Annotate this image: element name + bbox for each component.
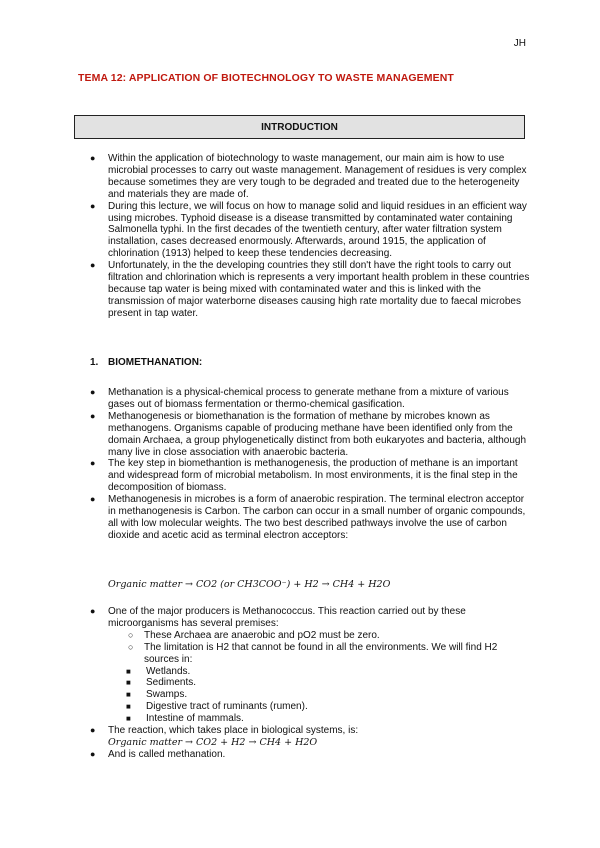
list-item: ■ Swamps.: [126, 689, 188, 701]
introduction-list: [90, 153, 530, 320]
list-item: ● During this lecture, we will focus on how to manage solid and liquid residues in an efficient way using microbes. Typhoid disease is a disease transmitted by contaminated water containing Salmonella typhi. In the first decades of the twentieth century, after water filtration system installation, cases decreased enormously. Afterwards, around 1915, the application of chlorination (1913) helped to keep these tendencies decreasing.: [90, 200, 527, 260]
list-item: ● The key step in biomethantion is methanogenesis, the production of methane is an important and widespread form of microbial metabolism. In most environments, it is the final step in the decomposition of biomass.: [90, 458, 518, 494]
list-item: ■ Intestine of mammals.: [126, 713, 244, 725]
circle-bullet-icon: ○: [128, 641, 134, 652]
bullet-icon: ●: [90, 748, 96, 759]
bullet-icon: ●: [90, 153, 96, 163]
circle-bullet-icon: ○: [128, 629, 134, 640]
methanogenesis-formula: Organic matter → CO2 (or CH3COO⁻) + H2 → CH4 + H2O: [108, 579, 391, 590]
section-title: BIOMETHANATION:: [108, 357, 203, 368]
biomethanation-list: [90, 387, 530, 542]
list-item: ■ Wetlands.: [126, 665, 191, 677]
methanation-formula: Organic matter → CO2 + H2 → CH4 + H2O: [108, 736, 318, 748]
introduction-heading: INTRODUCTION: [261, 121, 338, 133]
header-initials: JH: [513, 38, 526, 49]
list-item: ● The reaction, which takes place in biological systems, is: Organic matter → CO2 + H2 → CH4 + H2O: [90, 725, 530, 749]
list-item: ○ The limitation is H2 that cannot be found in all the environments. We will find H2 sources in: ■ Wetlands. ■ Sediments. ■ Swamps. ■ Digestive tract of ruminants (rumen). ■ Intestine of mammals.: [126, 642, 530, 725]
bullet-icon: ●: [90, 200, 96, 211]
list-item: ○ These Archaea are anaerobic and pO2 must be zero.: [128, 629, 380, 641]
list-item: ● One of the major producers is Methanococcus. This reaction carried out by these microorganisms has several premises: ○ These Archaea are anaerobic and pO2 must be zero. ○ The limitation is H2 that cannot be found in all the environments. We will find H2 sources in: ■ Wetlands. ■ Sediments. ■ Swamps. ■ Digestive tract of ruminants (rumen). ■ Intestine of mammals.: [90, 606, 530, 725]
list-item: ● Methanogenesis or biomethanation is the formation of methane by microbes known as methanogens. Organisms capable of producing methane have been identified only from the domain Archaea, a group phylogenetically distinct from both eukaryotes and bacteria, although many live in close association with anaerobic bacteria.: [90, 410, 527, 458]
square-bullet-icon: ■: [126, 690, 131, 700]
square-bullet-icon: ■: [126, 702, 131, 712]
introduction-heading-box: [74, 115, 525, 139]
h2-sources-list: [94, 666, 530, 726]
square-bullet-icon: ■: [126, 678, 131, 688]
list-item: ● Within the application of biotechnology to waste management, our main aim is how to use microbial processes to carry out waste management. Management of residues is very complex because sometimes they are very tough to be degraded and treated due to the heterogeneity and materials they are made of.: [90, 153, 527, 200]
list-item: ● Methanation is a physical-chemical process to generate methane from a mixture of various gases out of biomass fermentation or thermo-chemical gasification.: [90, 387, 509, 410]
list-item: ● Methanogenesis in microbes is a form of anaerobic respiration. The terminal electron acceptor in methanogenesis is Carbon. The carbon can occur in a small number of organic compounds, all with low molecular weights. The two best described pathways involve the use of carbon dioxide and acetic acid as terminal electron acceptors:: [90, 494, 526, 541]
square-bullet-icon: ■: [126, 714, 131, 724]
producers-list: [90, 606, 530, 761]
bullet-icon: ●: [90, 606, 96, 616]
document-title: TEMA 12: APPLICATION OF BIOTECHNOLOGY TO WASTE MANAGEMENT: [78, 72, 454, 84]
list-item: ● Unfortunately, in the the developing countries they still don't have the right tools to carry out filtration and chlorination which is represents a very important health problem in these countries because tap water is being mixed with contaminated water and this is linked with the transmission of major waterborne diseases causing high rate mortality due to faecal microbes present in tap water.: [90, 260, 530, 319]
bullet-icon: ●: [90, 260, 96, 271]
list-item: ■ Sediments.: [126, 677, 197, 689]
list-item: ● And is called methanation.: [90, 748, 226, 760]
biomethanation-heading: [90, 357, 202, 368]
bullet-icon: ●: [90, 458, 96, 469]
bullet-icon: ●: [90, 410, 96, 421]
square-bullet-icon: ■: [126, 666, 131, 676]
list-item: ■ Digestive tract of ruminants (rumen).: [126, 701, 308, 713]
section-number: 1.: [90, 357, 99, 368]
bullet-icon: ●: [90, 725, 96, 736]
premises-list: [108, 630, 530, 725]
bullet-icon: ●: [90, 494, 96, 505]
bullet-icon: ●: [90, 387, 96, 397]
